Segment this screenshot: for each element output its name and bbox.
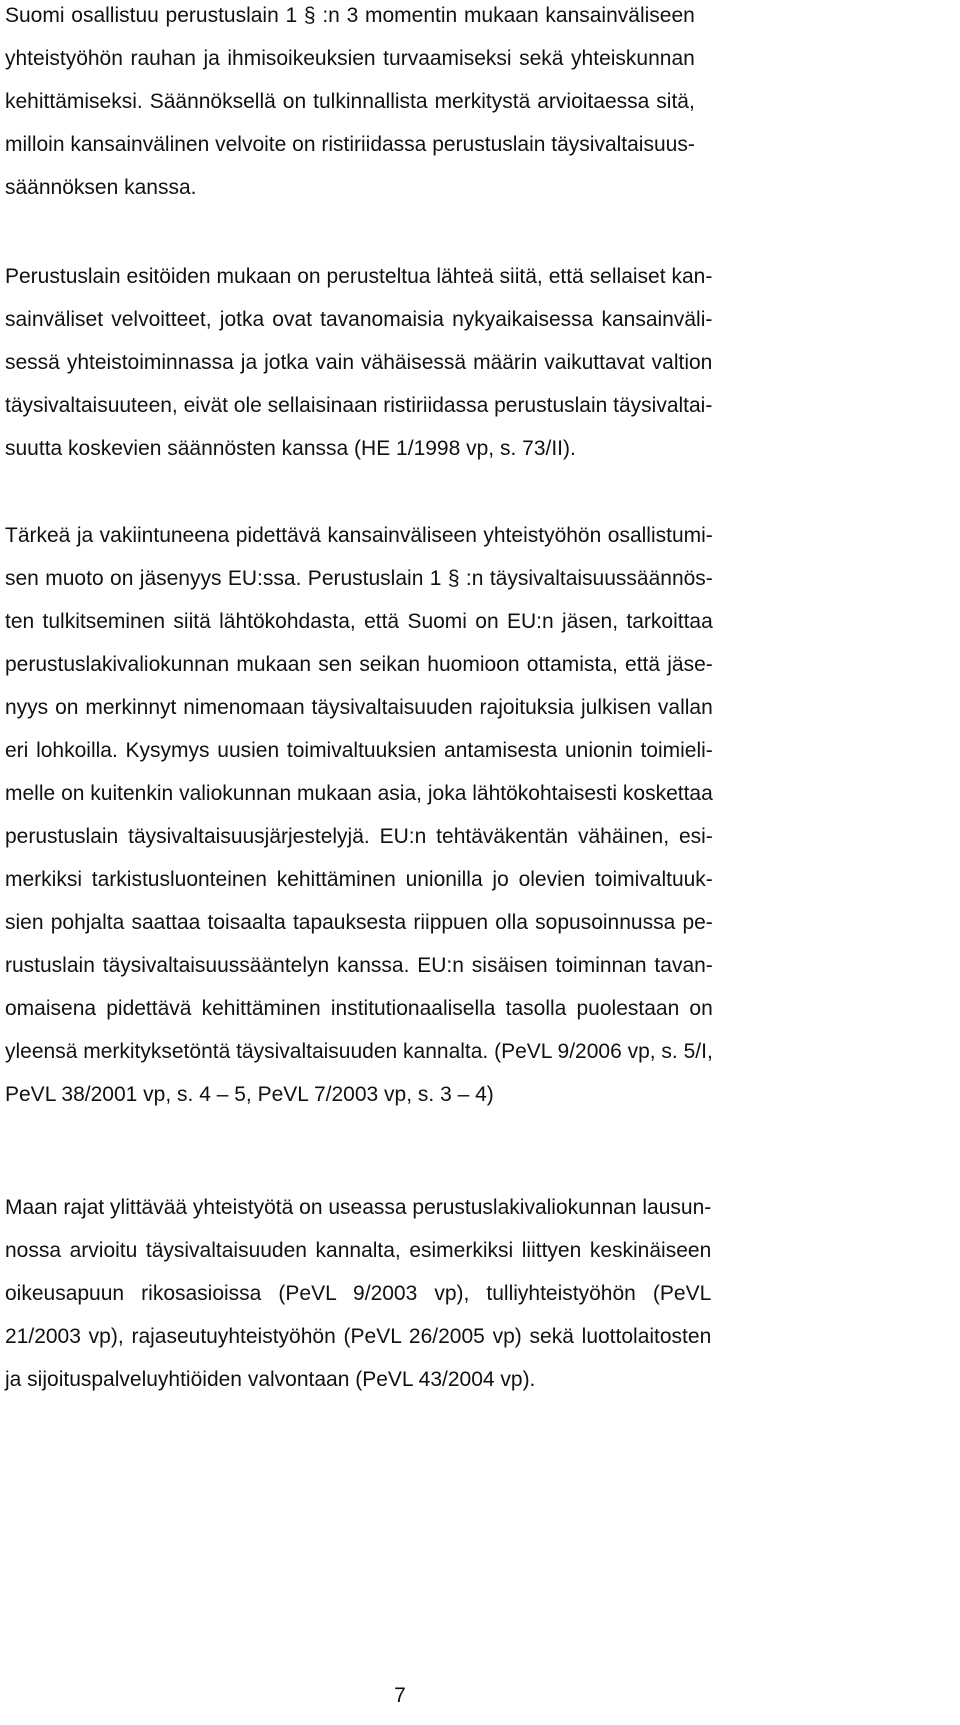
text-line: nyys on merkinnyt nimenomaan täysivaltaisuuden rajoituksia julkisen vallan	[5, 696, 713, 719]
page-number: 7	[394, 1684, 406, 1707]
text-line: täysivaltaisuuteen, eivät ole sellaisinaan ristiriidassa perustuslain täysivaltai-	[5, 394, 713, 417]
text-line: omaisena pidettävä kehittäminen institutionaalisella tasolla puolestaan on	[5, 997, 713, 1020]
text-line: sen muoto on jäsenyys EU:ssa. Perustuslain 1 § :n täysivaltaisuussäännös-	[5, 567, 713, 590]
text-line: perustuslakivaliokunnan mukaan sen seikan huomioon ottamista, että jäse-	[5, 653, 713, 676]
text-line: merkiksi tarkistusluonteinen kehittäminen unionilla jo olevien toimivaltuuk-	[5, 868, 713, 891]
text-line: perustuslain täysivaltaisuusjärjestelyjä. EU:n tehtäväkentän vähäinen, esi-	[5, 825, 713, 848]
text-line: yhteistyöhön rauhan ja ihmisoikeuksien turvaamiseksi sekä yhteiskunnan	[5, 47, 695, 70]
text-line: sainväliset velvoitteet, jotka ovat tavanomaisia nykyaikaisessa kansainväli-	[5, 308, 713, 331]
paragraph-3	[5, 514, 713, 1116]
text-line: rustuslain täysivaltaisuussääntelyn kanssa. EU:n sisäisen toiminnan tavan-	[5, 954, 713, 977]
text-line: ten tulkitseminen siitä lähtökohdasta, että Suomi on EU:n jäsen, tarkoittaa	[5, 610, 713, 633]
text-line: melle on kuitenkin valiokunnan mukaan asia, joka lähtökohtaisesti koskettaa	[5, 782, 713, 805]
paragraph-1	[5, 0, 695, 209]
text-line: 21/2003 vp), rajaseutuyhteistyöhön (PeVL 26/2005 vp) sekä luottolaitosten	[5, 1325, 712, 1348]
paragraph-2	[5, 255, 712, 470]
text-line: Suomi osallistuu perustuslain 1 § :n 3 momentin mukaan kansainväliseen	[5, 4, 695, 27]
text-line: Maan rajat ylittävää yhteistyötä on useassa perustuslakivaliokunnan lausun-	[5, 1196, 712, 1219]
text-line: ja sijoituspalveluyhtiöiden valvontaan (PeVL 43/2004 vp).	[5, 1368, 536, 1391]
text-line: sessä yhteistoiminnassa ja jotka vain vähäisessä määrin vaikuttavat valtion	[5, 351, 713, 374]
text-line: milloin kansainvälinen velvoite on ristiriidassa perustuslain täysivaltaisuus-	[5, 133, 695, 156]
text-line: säännöksen kanssa.	[5, 176, 197, 199]
text-line: Perustuslain esitöiden mukaan on perusteltua lähteä siitä, että sellaiset kan-	[5, 265, 713, 288]
text-line: kehittämiseksi. Säännöksellä on tulkinnallista merkitystä arvioitaessa sitä,	[5, 90, 695, 113]
text-line: suutta koskevien säännösten kanssa (HE 1/1998 vp, s. 73/II).	[5, 437, 576, 460]
text-line: sien pohjalta saattaa toisaalta tapauksesta riippuen olla sopusoinnussa pe-	[5, 911, 713, 934]
text-line: PeVL 38/2001 vp, s. 4 – 5, PeVL 7/2003 vp, s. 3 – 4)	[5, 1083, 494, 1106]
text-line: eri lohkoilla. Kysymys uusien toimivaltuuksien antamisesta unionin toimieli-	[5, 739, 713, 762]
text-line: nossa arvioitu täysivaltaisuuden kannalta, esimerkiksi liittyen keskinäiseen	[5, 1239, 712, 1262]
text-line: Tärkeä ja vakiintuneena pidettävä kansainväliseen yhteistyöhön osallistumi-	[5, 524, 713, 547]
paragraph-4	[5, 1186, 711, 1401]
text-line: yleensä merkityksetöntä täysivaltaisuuden kannalta. (PeVL 9/2006 vp, s. 5/I,	[5, 1040, 713, 1063]
text-line: oikeusapuun rikosasioissa (PeVL 9/2003 vp), tulliyhteistyöhön (PeVL	[5, 1282, 712, 1305]
